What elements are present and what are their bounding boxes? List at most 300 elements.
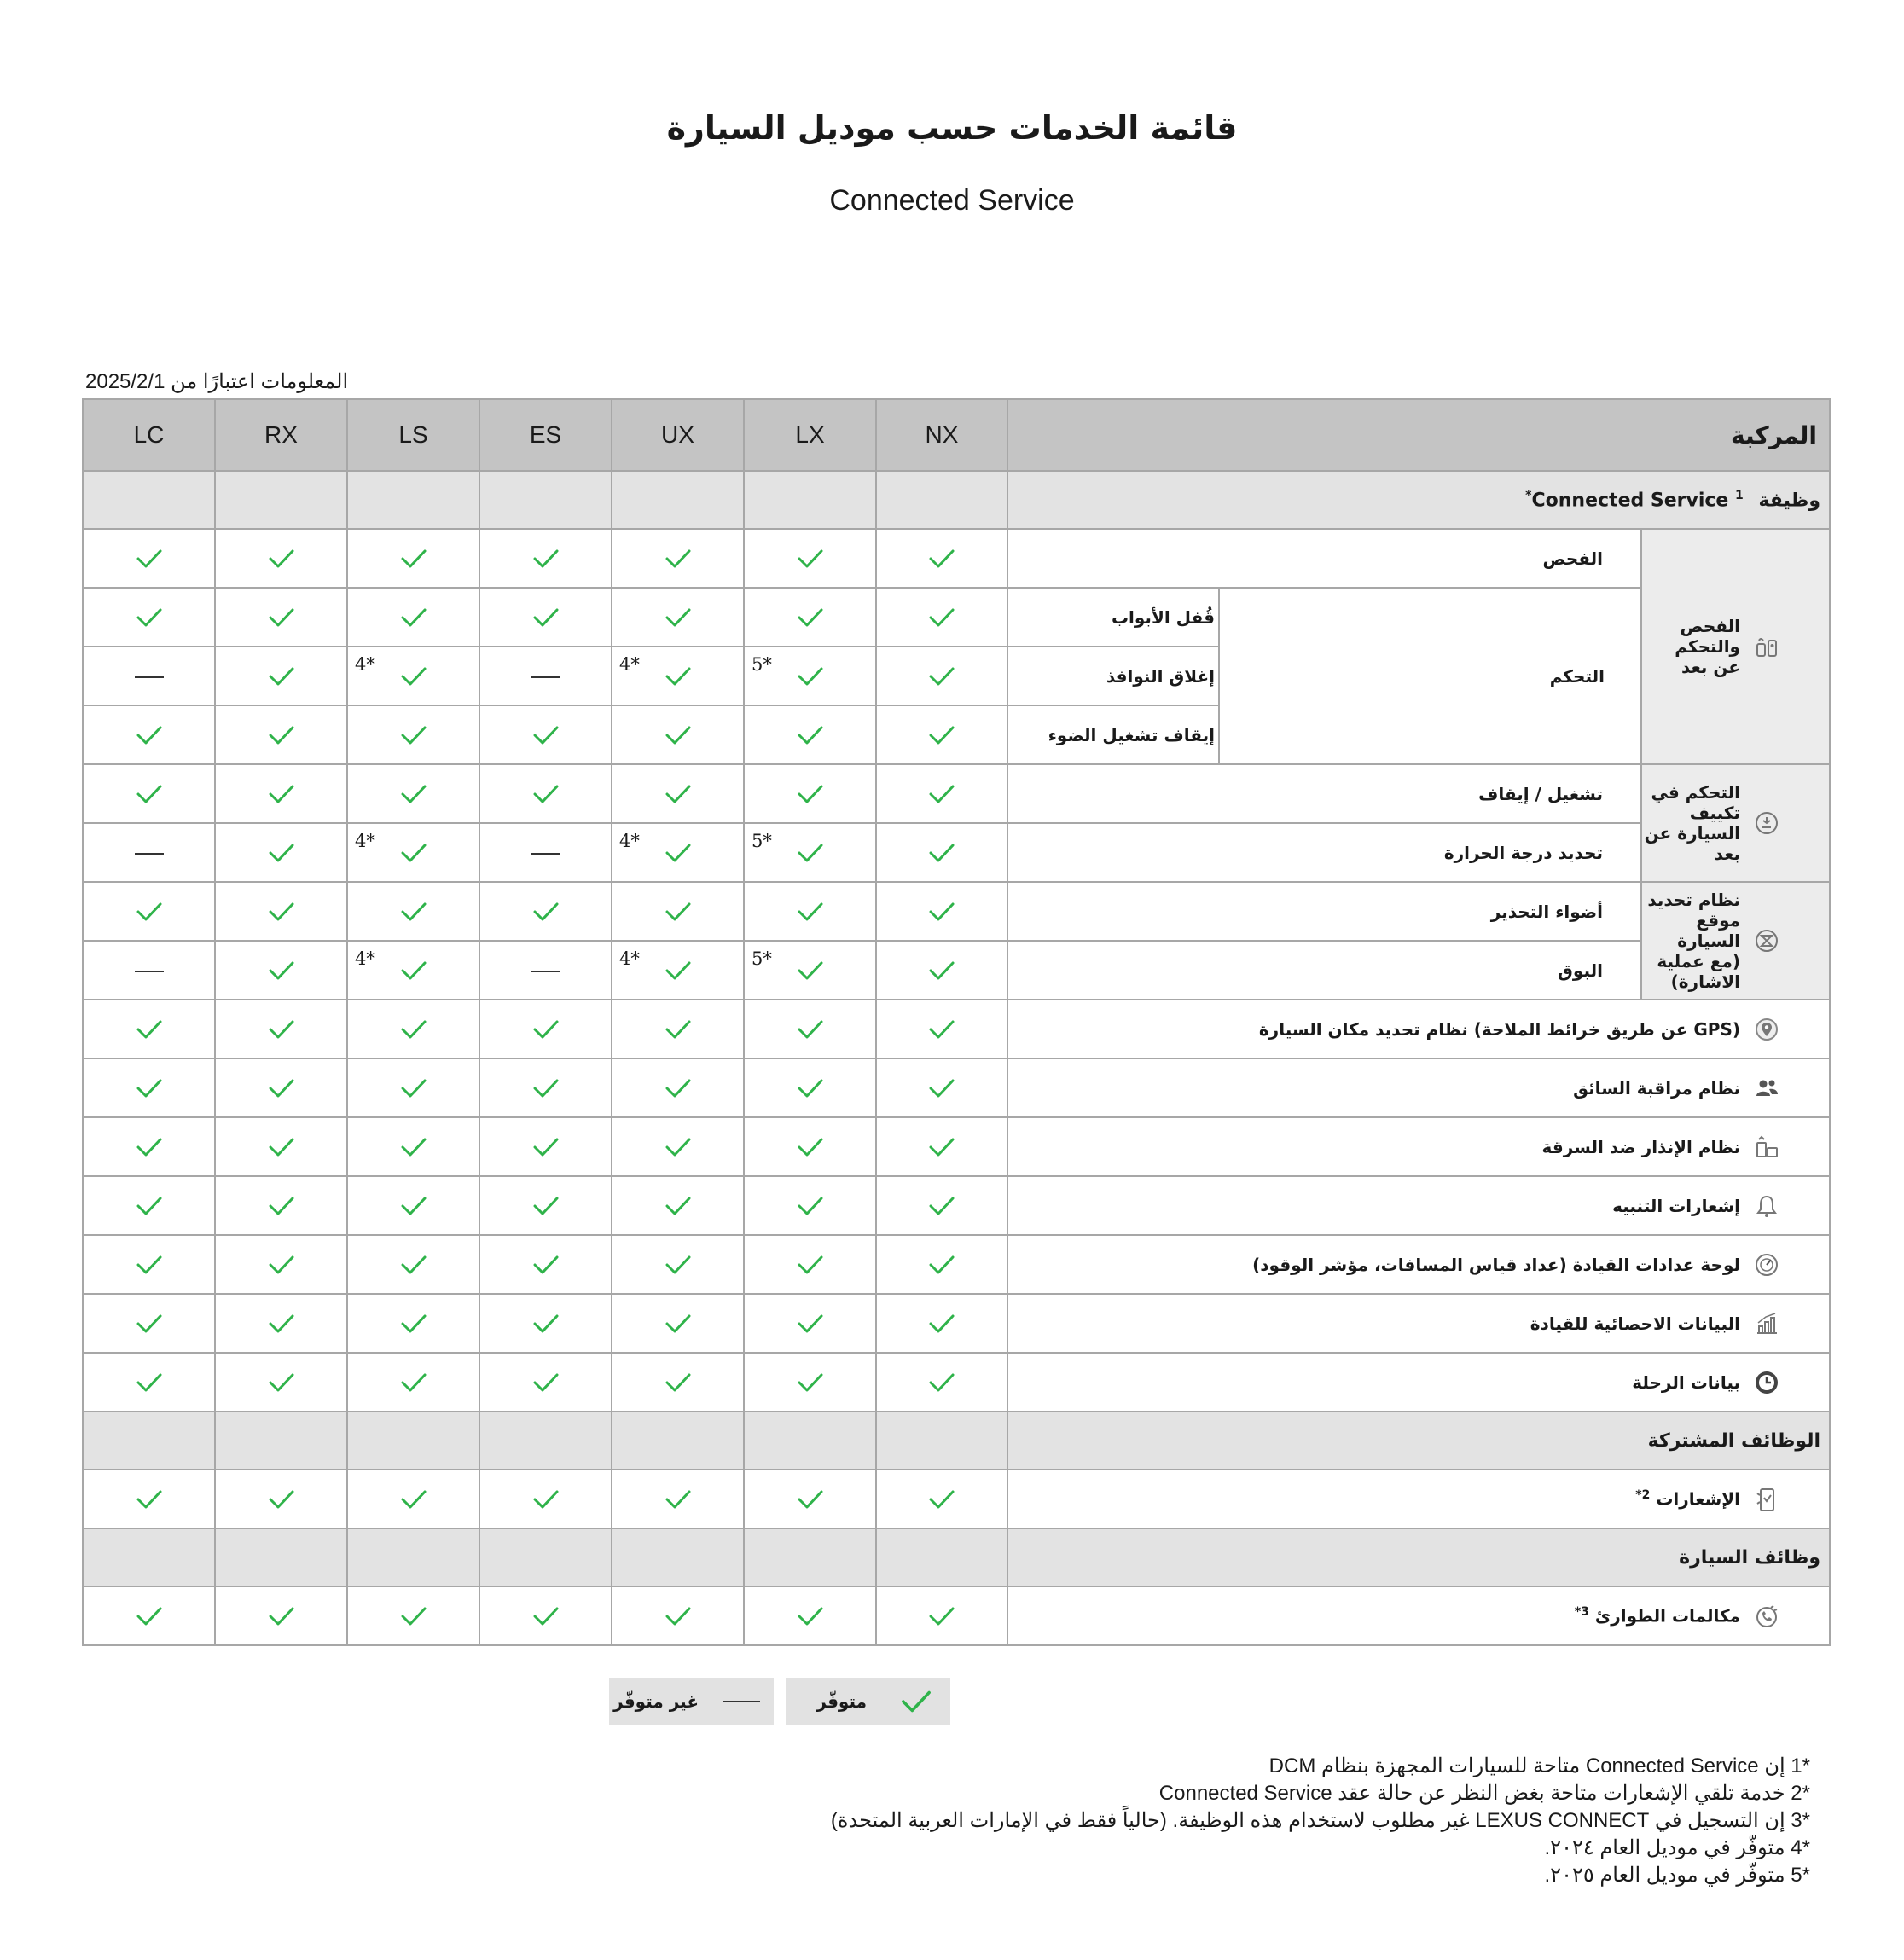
row-light-off: إيقاف تشغيل الضوء [1007, 705, 1219, 764]
remote-car-icon [1754, 634, 1779, 659]
availability-cell [347, 1586, 479, 1645]
availability-cell [83, 764, 215, 823]
availability-cell [83, 1586, 215, 1645]
check-icon [401, 1196, 427, 1216]
availability-cell [347, 1470, 479, 1528]
legend-unavailable: غير متوفّر [609, 1678, 774, 1725]
availability-cell [612, 1353, 744, 1412]
table-row [83, 1235, 1830, 1294]
check-icon [136, 1137, 162, 1157]
availability-cell [876, 1176, 1007, 1235]
availability-cell [479, 1176, 612, 1235]
footnote-ref-4: 4* [355, 948, 375, 969]
availability-cell [744, 1117, 876, 1176]
check-icon [401, 1255, 427, 1275]
group-control: التحكم [1219, 588, 1641, 764]
availability-cell [215, 1294, 347, 1353]
availability-cell [876, 1235, 1007, 1294]
footnote-ref-4: 4* [355, 831, 375, 851]
row-anti-theft: نظام الإنذار ضد السرقة [1007, 1117, 1830, 1176]
check-icon [269, 1489, 294, 1510]
check-icon [269, 902, 294, 922]
check-icon [665, 725, 691, 745]
check-icon [269, 1078, 294, 1099]
row-emergency: مكالمات الطوارئ $^{3*}$ [1007, 1586, 1830, 1645]
availability-cell [479, 941, 612, 1000]
availability-cell [876, 647, 1007, 705]
row-trip: بيانات الرحلة [1007, 1353, 1830, 1412]
check-icon [401, 1078, 427, 1099]
footnote-ref-5: 5* [752, 948, 772, 969]
availability-cell [83, 647, 215, 705]
availability-cell [479, 705, 612, 764]
check-icon [533, 784, 559, 804]
availability-cell [876, 823, 1007, 882]
availability-cell [612, 1000, 744, 1058]
check-icon [798, 960, 823, 981]
check-icon [401, 725, 427, 745]
check-icon [798, 1313, 823, 1334]
check-icon [269, 960, 294, 981]
check-icon [533, 1372, 559, 1393]
availability-cell [479, 1058, 612, 1117]
check-icon [269, 1137, 294, 1157]
gauge-icon [1754, 1252, 1779, 1278]
check-icon [798, 902, 823, 922]
dash-icon [723, 1701, 760, 1702]
availability-cell [876, 1353, 1007, 1412]
availability-cell [479, 1470, 612, 1528]
availability-cell [83, 1353, 215, 1412]
availability-cell [83, 529, 215, 588]
table-row [83, 588, 1830, 647]
check-icon [136, 725, 162, 745]
check-icon [401, 1489, 427, 1510]
table-row [83, 1586, 1830, 1645]
availability-cell [83, 941, 215, 1000]
footnotes [616, 1753, 1810, 1889]
check-icon [798, 1196, 823, 1216]
check-icon [901, 1690, 932, 1714]
check-icon [665, 548, 691, 569]
availability-cell [612, 647, 744, 705]
table-row [83, 1353, 1830, 1412]
as-of-date: المعلومات اعتبارًا من 2025/2/1 [85, 370, 349, 393]
check-icon [401, 1019, 427, 1040]
check-icon [269, 843, 294, 863]
check-icon [798, 1078, 823, 1099]
availability-cell [215, 941, 347, 1000]
check-icon [269, 1255, 294, 1275]
check-icon [798, 1606, 823, 1627]
table-row [83, 1117, 1830, 1176]
row-door-lock: قُفل الأبواب [1007, 588, 1219, 647]
check-icon [665, 1255, 691, 1275]
check-icon [929, 548, 955, 569]
footnote-ref-1: 1* [1525, 488, 1744, 502]
availability-cell [876, 705, 1007, 764]
row-window-close: إغلاق النوافذ [1007, 647, 1219, 705]
check-icon [929, 1372, 955, 1393]
availability-cell [83, 1294, 215, 1353]
availability-cell [83, 1470, 215, 1528]
availability-cell [479, 588, 612, 647]
table-row [83, 941, 1830, 1000]
availability-cell [347, 1117, 479, 1176]
availability-cell [744, 529, 876, 588]
availability-cell [612, 882, 744, 941]
availability-cell [347, 529, 479, 588]
row-temperature: تحديد درجة الحرارة [1007, 823, 1641, 882]
check-icon [136, 1196, 162, 1216]
table-row [83, 764, 1830, 823]
row-horn: البوق [1007, 941, 1641, 1000]
availability-cell [612, 1235, 744, 1294]
check-icon [665, 843, 691, 863]
check-icon [665, 1372, 691, 1393]
check-icon [401, 784, 427, 804]
check-icon [269, 1313, 294, 1334]
check-icon [136, 1019, 162, 1040]
availability-cell [347, 647, 479, 705]
availability-cell [347, 1353, 479, 1412]
check-icon [269, 725, 294, 745]
check-icon [665, 1313, 691, 1334]
availability-cell [612, 1176, 744, 1235]
bell-icon [1754, 1193, 1779, 1219]
check-icon [665, 666, 691, 687]
table-row [83, 529, 1830, 588]
row-dashboard: لوحة عدادات القيادة (عداد قياس المسافات، مؤشر الوقود) [1007, 1235, 1830, 1294]
check-icon [533, 1196, 559, 1216]
section-common-label: الوظائف المشتركة [1007, 1412, 1830, 1470]
section-connected-label: وظيفة Connected Service [1531, 490, 1820, 512]
availability-cell [83, 705, 215, 764]
check-icon [533, 1606, 559, 1627]
availability-cell [347, 1235, 479, 1294]
check-icon [533, 902, 559, 922]
table-row [83, 823, 1830, 882]
availability-cell [876, 1586, 1007, 1645]
availability-cell [876, 529, 1007, 588]
check-icon [136, 902, 162, 922]
availability-cell [215, 588, 347, 647]
group-inspection-control: الفحص والتحكم عن بعد [1641, 529, 1830, 764]
header-row [83, 399, 1830, 471]
availability-cell [215, 1470, 347, 1528]
row-driver-monitor: نظام مراقبة السائق [1007, 1058, 1830, 1117]
availability-cell [744, 882, 876, 941]
availability-cell [347, 705, 479, 764]
check-icon [533, 1019, 559, 1040]
footnote-1: *1 إن Connected Service متاحة للسيارات المجهزة بنظام DCM [1268, 1754, 1810, 1777]
group-locator: نظام تحديد موقع السيارة (مع عملية الاشارة) [1641, 882, 1830, 1000]
model-header-nx: NX [876, 399, 1007, 471]
availability-cell [347, 1000, 479, 1058]
check-icon [136, 1313, 162, 1334]
row-hazard-lights: أضواء التحذير [1007, 882, 1641, 941]
check-icon [533, 607, 559, 628]
check-icon [533, 725, 559, 745]
check-icon [269, 1606, 294, 1627]
model-header-lx: LX [744, 399, 876, 471]
check-icon [533, 1313, 559, 1334]
model-header-ls: LS [347, 399, 479, 471]
check-icon [798, 1019, 823, 1040]
dash-icon [531, 971, 560, 972]
check-icon [269, 1372, 294, 1393]
availability-cell [744, 823, 876, 882]
check-icon [665, 607, 691, 628]
dash-icon [531, 853, 560, 855]
check-icon [665, 1196, 691, 1216]
footnote-ref-4: 4* [619, 831, 640, 851]
section-vehicle [83, 1528, 1830, 1586]
map-pin-icon [1754, 1017, 1779, 1042]
check-icon [269, 548, 294, 569]
check-icon [929, 1606, 955, 1627]
table-row [83, 1000, 1830, 1058]
model-header-es: ES [479, 399, 612, 471]
check-icon [665, 1078, 691, 1099]
availability-cell [347, 1058, 479, 1117]
check-icon [665, 784, 691, 804]
check-icon [798, 843, 823, 863]
availability-cell [347, 764, 479, 823]
availability-cell [347, 941, 479, 1000]
availability-cell [612, 1058, 744, 1117]
phone-notification-icon [1754, 1487, 1779, 1512]
availability-cell [876, 1294, 1007, 1353]
availability-cell [612, 764, 744, 823]
availability-cell [83, 1176, 215, 1235]
clock-icon [1754, 1370, 1779, 1395]
check-icon [929, 1196, 955, 1216]
check-icon [929, 666, 955, 687]
row-alerts: إشعارات التنبيه [1007, 1176, 1830, 1235]
check-icon [533, 1489, 559, 1510]
bar-chart-icon [1754, 1311, 1779, 1337]
availability-cell [479, 1294, 612, 1353]
availability-cell [612, 529, 744, 588]
check-icon [136, 1255, 162, 1275]
availability-cell [744, 1353, 876, 1412]
check-icon [798, 548, 823, 569]
check-icon [665, 1489, 691, 1510]
check-icon [929, 902, 955, 922]
availability-cell [744, 1294, 876, 1353]
availability-cell [215, 1586, 347, 1645]
check-icon [929, 1489, 955, 1510]
dash-icon [531, 676, 560, 678]
availability-cell [876, 941, 1007, 1000]
check-icon [798, 666, 823, 687]
check-icon [929, 1078, 955, 1099]
services-table [82, 398, 1831, 1646]
check-icon [798, 1137, 823, 1157]
availability-cell [876, 1470, 1007, 1528]
availability-cell [612, 823, 744, 882]
dash-icon [135, 853, 164, 855]
availability-cell [479, 529, 612, 588]
availability-cell [215, 647, 347, 705]
availability-cell [876, 1117, 1007, 1176]
check-icon [665, 1137, 691, 1157]
check-icon [401, 666, 427, 687]
availability-cell [744, 1176, 876, 1235]
availability-cell [612, 941, 744, 1000]
availability-cell [479, 1235, 612, 1294]
emergency-call-icon [1754, 1603, 1779, 1629]
check-icon [401, 1372, 427, 1393]
footnote-ref-2: 2* [1635, 1488, 1651, 1503]
vehicle-header: المركبة [1007, 399, 1830, 471]
model-header-lc: LC [83, 399, 215, 471]
availability-cell [479, 764, 612, 823]
check-icon [401, 960, 427, 981]
section-vehicle-label: وظائف السيارة [1007, 1528, 1830, 1586]
check-icon [136, 607, 162, 628]
availability-cell [215, 1353, 347, 1412]
availability-cell [612, 1294, 744, 1353]
check-icon [798, 1372, 823, 1393]
alarm-car-icon [1754, 1134, 1779, 1160]
check-icon [136, 1078, 162, 1099]
check-icon [798, 607, 823, 628]
availability-cell [83, 1058, 215, 1117]
availability-cell [612, 1117, 744, 1176]
availability-cell [83, 882, 215, 941]
availability-cell [744, 647, 876, 705]
model-header-rx: RX [215, 399, 347, 471]
availability-cell [479, 1586, 612, 1645]
footnote-2: *2 خدمة تلقي الإشعارات متاحة بغض النظر عن حالة عقد Connected Service [1158, 1782, 1810, 1805]
check-icon [401, 1313, 427, 1334]
availability-cell [215, 1117, 347, 1176]
check-icon [401, 843, 427, 863]
availability-cell [215, 882, 347, 941]
availability-cell [215, 1058, 347, 1117]
check-icon [929, 1137, 955, 1157]
footnote-ref-5: 5* [752, 654, 772, 675]
section-connected [83, 471, 1830, 529]
check-icon [798, 725, 823, 745]
model-header-ux: UX [612, 399, 744, 471]
availability-cell [83, 1117, 215, 1176]
locator-signal-icon [1754, 928, 1779, 954]
table-row [83, 1058, 1830, 1117]
footnote-5: *5 متوفّر في موديل العام ٢٠٢٥. [1544, 1864, 1810, 1887]
check-icon [533, 1137, 559, 1157]
availability-cell [347, 1176, 479, 1235]
availability-cell [215, 1000, 347, 1058]
footnote-ref-4: 4* [355, 654, 375, 675]
availability-cell [876, 882, 1007, 941]
check-icon [665, 902, 691, 922]
climate-icon [1754, 810, 1779, 836]
check-icon [401, 1137, 427, 1157]
row-inspection: الفحص [1007, 529, 1641, 588]
check-icon [665, 960, 691, 981]
group-climate: التحكم في تكييف السيارة عن بعد [1641, 764, 1830, 882]
check-icon [269, 666, 294, 687]
availability-cell [347, 1294, 479, 1353]
section-common [83, 1412, 1830, 1470]
availability-cell [744, 1586, 876, 1645]
check-icon [929, 1313, 955, 1334]
availability-cell [744, 1000, 876, 1058]
check-icon [929, 843, 955, 863]
availability-cell [215, 764, 347, 823]
check-icon [798, 1489, 823, 1510]
check-icon [929, 725, 955, 745]
check-icon [269, 607, 294, 628]
check-icon [929, 1019, 955, 1040]
availability-cell [479, 1000, 612, 1058]
availability-cell [876, 1058, 1007, 1117]
check-icon [533, 548, 559, 569]
check-icon [929, 960, 955, 981]
check-icon [136, 548, 162, 569]
availability-cell [215, 705, 347, 764]
check-icon [136, 1372, 162, 1393]
check-icon [136, 1606, 162, 1627]
row-notifications: الإشعارات $^{2*}$ [1007, 1470, 1830, 1528]
availability-cell [479, 1117, 612, 1176]
availability-cell [876, 764, 1007, 823]
availability-cell [744, 1235, 876, 1294]
availability-cell [347, 588, 479, 647]
check-icon [798, 784, 823, 804]
availability-cell [876, 588, 1007, 647]
availability-cell [83, 588, 215, 647]
availability-cell [215, 1235, 347, 1294]
availability-cell [83, 1235, 215, 1294]
check-icon [269, 1196, 294, 1216]
check-icon [929, 607, 955, 628]
row-stats: البيانات الاحصائية للقيادة [1007, 1294, 1830, 1353]
availability-cell [215, 823, 347, 882]
check-icon [401, 548, 427, 569]
availability-cell [744, 1058, 876, 1117]
availability-cell [612, 705, 744, 764]
availability-cell [479, 823, 612, 882]
availability-cell [744, 588, 876, 647]
dash-icon [135, 676, 164, 678]
row-on-off: تشغيل / إيقاف [1007, 764, 1641, 823]
footnote-ref-3: 3* [1574, 1605, 1589, 1620]
table-row [83, 1470, 1830, 1528]
footnote-4: *4 متوفّر في موديل العام ٢٠٢٤. [1544, 1836, 1810, 1859]
dash-icon [135, 971, 164, 972]
availability-cell [215, 1176, 347, 1235]
availability-cell [612, 1470, 744, 1528]
availability-cell [744, 764, 876, 823]
check-icon [136, 784, 162, 804]
check-icon [533, 1078, 559, 1099]
availability-cell [83, 823, 215, 882]
table-row [83, 882, 1830, 941]
check-icon [665, 1019, 691, 1040]
check-icon [533, 1255, 559, 1275]
availability-cell [744, 705, 876, 764]
check-icon [665, 1606, 691, 1627]
table-row [83, 1176, 1830, 1235]
availability-cell [83, 1000, 215, 1058]
availability-cell [347, 823, 479, 882]
availability-cell [744, 1470, 876, 1528]
legend-available: متوفّر [786, 1678, 950, 1725]
